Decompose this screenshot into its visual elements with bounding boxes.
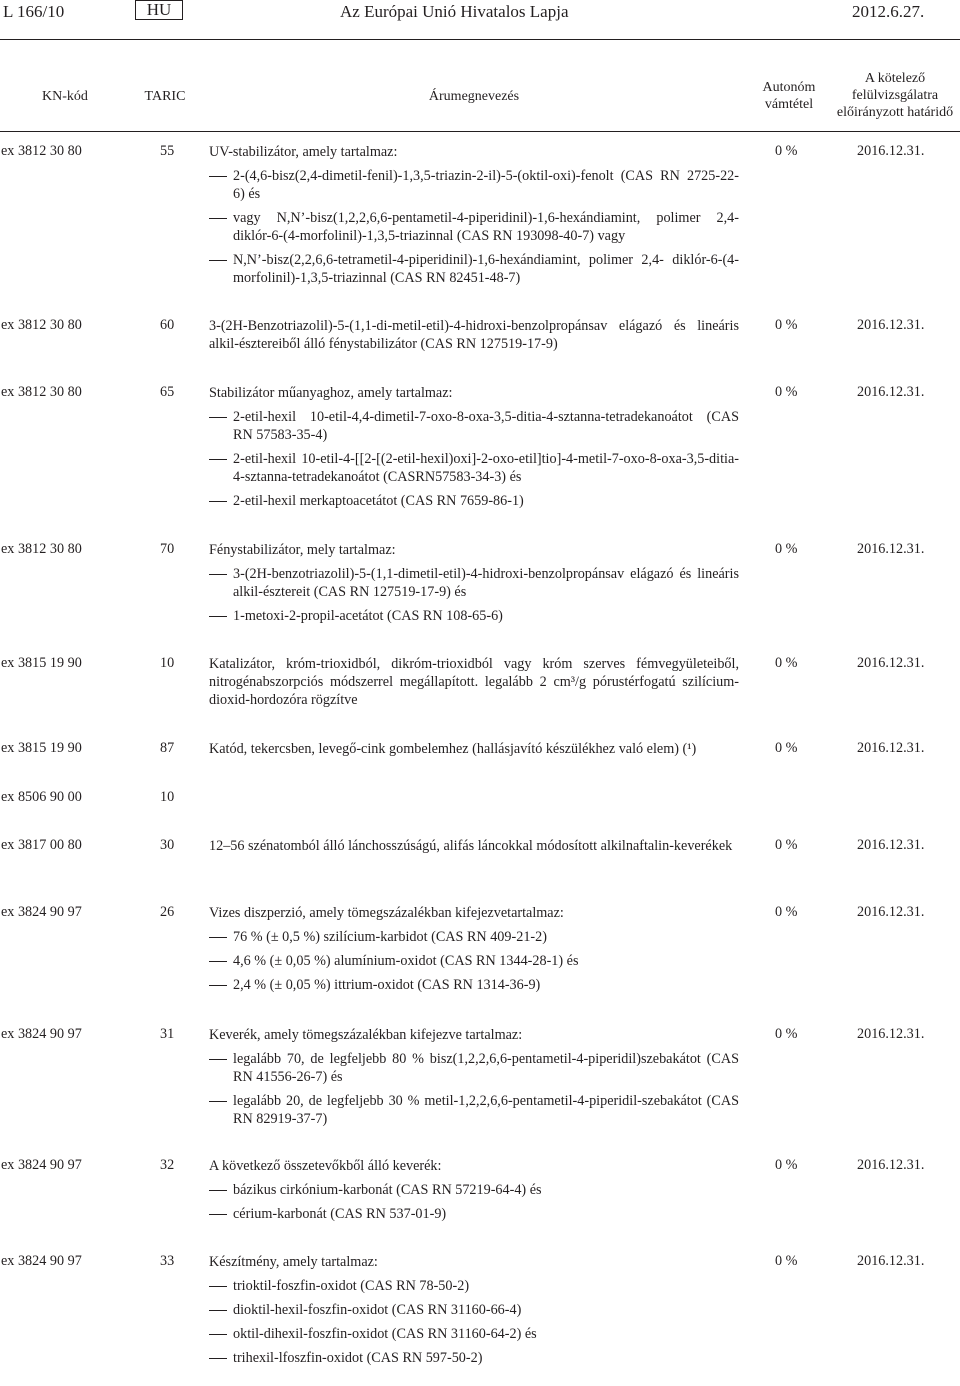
table-header-rule: [0, 131, 960, 132]
dash-bullet: [209, 961, 227, 962]
review-date: 2016.12.31.: [857, 541, 925, 557]
component-item: [209, 167, 739, 203]
taric-code: 55: [160, 143, 175, 159]
dash-bullet: [209, 260, 227, 261]
review-date: 2016.12.31.: [857, 384, 925, 400]
taric-code: 10: [160, 789, 175, 805]
goods-description: [209, 317, 739, 353]
goods-description: [209, 655, 739, 709]
component-item: [209, 928, 739, 946]
column-header-kn: KN-kód: [42, 89, 88, 104]
description-text: Készítmény, amely tartalmaz:: [209, 1254, 378, 1270]
dash-bullet: [209, 1059, 227, 1060]
header-rule: [0, 39, 960, 40]
component-item: [209, 952, 739, 970]
component-item: [209, 251, 739, 287]
dash-bullet: [209, 1358, 227, 1359]
taric-code: 32: [160, 1157, 175, 1173]
taric-code: 10: [160, 655, 175, 671]
page-header: [0, 0, 960, 28]
component-text: 4,6 % (± 0,05 %) alumínium-oxidot (CAS RN 1344-28-1) és: [233, 953, 579, 969]
component-text: N,N’-bisz(2,2,6,6-tetrametil-4-piperidinil)-1,6-hexándiamint, polimer 2,4- diklór-6-(4-morfolinil)-1,3,5-triazinnal (CAS RN 82451-48-7): [233, 252, 739, 286]
duty-rate: 0 %: [775, 1026, 798, 1042]
review-date: 2016.12.31.: [857, 740, 925, 756]
review-date: 2016.12.31.: [857, 837, 925, 853]
dash-bullet: [209, 1334, 227, 1335]
taric-code: 87: [160, 740, 175, 756]
dash-bullet: [209, 1190, 227, 1191]
kn-code: ex 8506 90 00: [1, 789, 82, 805]
dash-bullet: [209, 616, 227, 617]
dash-bullet: [209, 1214, 227, 1215]
taric-code: 33: [160, 1253, 175, 1269]
component-text: oktil-dihexil-foszfin-oxidot (CAS RN 31160-64-2) és: [233, 1326, 537, 1342]
kn-code: ex 3815 19 90: [1, 740, 82, 756]
component-text: dioktil-hexil-foszfin-oxidot (CAS RN 31160-66-4): [233, 1302, 522, 1318]
goods-description: [209, 1253, 739, 1367]
kn-code: ex 3812 30 80: [1, 541, 82, 557]
column-header-date-line: előirányzott határidő: [836, 105, 954, 120]
journal-title: Az Európai Unió Hivatalos Lapja: [340, 2, 569, 21]
kn-code: ex 3812 30 80: [1, 317, 82, 333]
component-text: 2-etil-hexil merkaptoacetátot (CAS RN 7659-86-1): [233, 493, 524, 509]
column-header-description: Árumegnevezés: [428, 89, 520, 104]
component-text: 2-etil-hexil 10-etil-4-[[2-[(2-etil-hexil)oxi]-2-oxo-etil]tio]-4-metil-7-oxo-8-oxa-3,5-ditia-4-sztanna-tetradekanoátot (CASRN57583-34-3) és: [233, 451, 739, 485]
description-text: Katód, tekercsben, levegő-cink gombelemhez (hallásjavító készülékhez való elem) (¹): [209, 741, 697, 757]
component-text: legalább 70, de legfeljebb 80 % bisz(1,2,2,6,6-pentametil-4-piperidil)szebakátot (CAS RN 41556-26-7) és: [233, 1051, 739, 1085]
review-date: 2016.12.31.: [857, 904, 925, 920]
component-text: trioktil-foszfin-oxidot (CAS RN 78-50-2): [233, 1278, 470, 1294]
taric-code: 26: [160, 904, 175, 920]
component-text: vagy N,N’-bisz(1,2,2,6,6-pentametil-4-piperidinil)-1,6-hexándiamint, polimer 2,4-diklór-6-(4-morfolinil)-1,3,5-triazinnal (CAS RN 193098-40-7) vagy: [233, 210, 739, 244]
component-text: legalább 20, de legfeljebb 30 % metil-1,2,2,6,6-pentametil-4-piperidil-szebakátot (CAS RN 82919-37-7): [233, 1093, 739, 1127]
description-text: Vizes diszperzió, amely tömegszázalékban kifejezvetartalmaz:: [209, 905, 564, 921]
goods-description: [209, 740, 739, 758]
language-badge: HU: [135, 0, 183, 20]
dash-bullet: [209, 937, 227, 938]
column-header-rate-line: Autonóm: [762, 80, 816, 95]
component-item: [209, 1277, 739, 1295]
component-text: 2-(4,6-bisz(2,4-dimetil-fenil)-1,3,5-triazin-2-il)-5-(oktil-oxi)-fenolt (CAS RN 2725-22-6) és: [233, 168, 739, 202]
kn-code: ex 3817 00 80: [1, 837, 82, 853]
column-header-rate-line: vámtétel: [764, 97, 814, 112]
component-item: [209, 565, 739, 601]
dash-bullet: [209, 574, 227, 575]
column-header-date-line: felülvizsgálatra: [851, 88, 939, 103]
kn-code: ex 3824 90 97: [1, 1157, 82, 1173]
description-text: Keverék, amely tömegszázalékban kifejezve tartalmaz:: [209, 1027, 523, 1043]
component-item: [209, 492, 739, 510]
page-number: L 166/10: [3, 2, 65, 21]
description-text: A következő összetevőkből álló keverék:: [209, 1158, 442, 1174]
column-header-date-line: A kötelező: [864, 71, 926, 86]
goods-description: [209, 143, 739, 287]
description-text: 12–56 szénatomból álló lánchosszúságú, alifás láncokkal módosított alkilnaftalin-keverékek: [209, 838, 733, 854]
component-item: [209, 450, 739, 486]
review-date: 2016.12.31.: [857, 1253, 925, 1269]
review-date: 2016.12.31.: [857, 655, 925, 671]
kn-code: ex 3824 90 97: [1, 1026, 82, 1042]
component-item: [209, 1050, 739, 1086]
description-text: Fénystabilizátor, mely tartalmaz:: [209, 542, 396, 558]
dash-bullet: [209, 459, 227, 460]
component-item: [209, 1349, 739, 1367]
goods-description: [209, 1026, 739, 1128]
column-header-rate: [748, 79, 830, 113]
component-item: [209, 1325, 739, 1343]
component-text: cérium-karbonát (CAS RN 537-01-9): [233, 1206, 447, 1222]
dash-bullet: [209, 218, 227, 219]
duty-rate: 0 %: [775, 1157, 798, 1173]
duty-rate: 0 %: [775, 317, 798, 333]
component-item: [209, 1181, 739, 1199]
dash-bullet: [209, 985, 227, 986]
component-item: [209, 976, 739, 994]
duty-rate: 0 %: [775, 541, 798, 557]
duty-rate: 0 %: [775, 655, 798, 671]
component-text: 3-(2H-benzotriazolil)-5-(1,1-dimetil-etil)-4-hidroxi-benzolpropánsav elágazó és lineáris alkil-észtereit (CAS RN 127519-17-9) és: [233, 566, 739, 600]
kn-code: ex 3812 30 80: [1, 143, 82, 159]
duty-rate: 0 %: [775, 837, 798, 853]
dash-bullet: [209, 1101, 227, 1102]
component-item: [209, 607, 739, 625]
component-item: [209, 209, 739, 245]
component-text: bázikus cirkónium-karbonát (CAS RN 57219-64-4) és: [233, 1182, 542, 1198]
kn-code: ex 3824 90 97: [1, 1253, 82, 1269]
column-header-taric: TARIC: [144, 89, 186, 104]
component-item: [209, 1301, 739, 1319]
component-text: 76 % (± 0,5 %) szilícium-karbidot (CAS RN 409-21-2): [233, 929, 547, 945]
component-item: [209, 1092, 739, 1128]
goods-description: [209, 1157, 739, 1223]
description-text: Stabilizátor műanyaghoz, amely tartalmaz:: [209, 385, 453, 401]
dash-bullet: [209, 1286, 227, 1287]
component-text: trihexil-lfoszfin-oxidot (CAS RN 597-50-2): [233, 1350, 483, 1366]
taric-code: 31: [160, 1026, 175, 1042]
review-date: 2016.12.31.: [857, 317, 925, 333]
goods-description: [209, 837, 739, 855]
review-date: 2016.12.31.: [857, 1026, 925, 1042]
taric-code: 60: [160, 317, 175, 333]
duty-rate: 0 %: [775, 740, 798, 756]
publication-date: 2012.6.27.: [852, 2, 925, 21]
description-text: Katalizátor, króm-trioxidból, dikróm-trioxidból vagy króm szerves fémvegyületeiből, nitrogénabszorpciós módszerrel megállapított. legalább 2 cm³/g pórustérfogatú szilícium-dioxid-hordozóra rögzítve: [209, 656, 739, 708]
duty-rate: 0 %: [775, 384, 798, 400]
duty-rate: 0 %: [775, 904, 798, 920]
duty-rate: 0 %: [775, 143, 798, 159]
component-item: [209, 408, 739, 444]
kn-code: ex 3824 90 97: [1, 904, 82, 920]
component-text: 1-metoxi-2-propil-acetátot (CAS RN 108-65-6): [233, 608, 503, 624]
component-text: 2,4 % (± 0,05 %) ittrium-oxidot (CAS RN 1314-36-9): [233, 977, 541, 993]
duty-rate: 0 %: [775, 1253, 798, 1269]
goods-description: [209, 384, 739, 510]
kn-code: ex 3815 19 90: [1, 655, 82, 671]
column-header-review-date: [830, 70, 960, 121]
component-text: 2-etil-hexil 10-etil-4,4-dimetil-7-oxo-8-oxa-3,5-ditia-4-sztanna-tetradekanoátot (CAS RN 57583-35-4): [233, 409, 739, 443]
description-text: UV-stabilizátor, amely tartalmaz:: [209, 144, 398, 160]
kn-code: ex 3812 30 80: [1, 384, 82, 400]
review-date: 2016.12.31.: [857, 1157, 925, 1173]
dash-bullet: [209, 417, 227, 418]
dash-bullet: [209, 1310, 227, 1311]
taric-code: 30: [160, 837, 175, 853]
component-item: [209, 1205, 739, 1223]
goods-description: [209, 541, 739, 625]
description-text: 3-(2H-Benzotriazolil)-5-(1,1-di-metil-etil)-4-hidroxi-benzolpropánsav elágazó és lineáris alkil-észtereiből álló fénystabilizátor (CAS RN 127519-17-9): [209, 318, 739, 352]
taric-code: 65: [160, 384, 175, 400]
review-date: 2016.12.31.: [857, 143, 925, 159]
dash-bullet: [209, 176, 227, 177]
taric-code: 70: [160, 541, 175, 557]
dash-bullet: [209, 501, 227, 502]
goods-description: [209, 904, 739, 994]
